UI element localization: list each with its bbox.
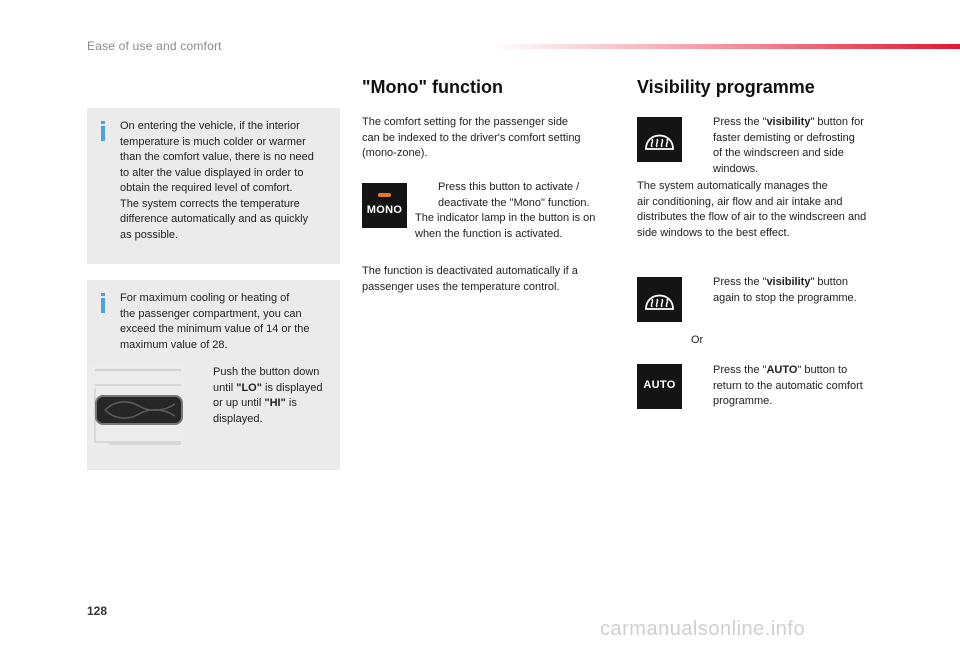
- visibility-button-icon: [637, 117, 682, 162]
- mono-step: Press this button to activate / deactivate the "Mono" function. The indicator lamp in the button is on when the function is activated.: [415, 181, 596, 240]
- visibility-step-3: Press the "AUTO" button to return to the automatic comfort programme.: [713, 364, 863, 407]
- or-label: Or: [691, 334, 704, 346]
- mono-outro: The function is deactivated automatically if a passenger uses the temperature control.: [362, 265, 578, 293]
- info-icon: [101, 121, 105, 141]
- note-text: For maximum cooling or heating of the passenger compartment, you can exceed the minimum value of 14 or the maximum value of 28.: [120, 292, 310, 351]
- section-header: Ease of use and comfort: [87, 39, 222, 53]
- visibility-title: Visibility programme: [637, 77, 815, 97]
- step-push-button: Push the button down until "LO" is displayed or up until "HI" is displayed.: [213, 366, 323, 425]
- visibility-step-2: Press the "visibility" button again to stop the programme.: [713, 276, 857, 304]
- info-icon: [101, 293, 105, 313]
- windscreen-demist-icon: [637, 277, 682, 322]
- indicator-lamp-icon: [378, 193, 391, 197]
- visibility-button-icon-2: [637, 277, 682, 322]
- note-text: On entering the vehicle, if the interior temperature is much colder or warmer than the comfort value, there is no need to alter the value displayed in order to obtain the required level of comfort. The system corrects the temperature difference automatically and as quickly as possible.: [120, 120, 314, 241]
- mono-button-icon: MONO: [362, 183, 407, 228]
- info-note-comfort: [87, 108, 340, 264]
- windscreen-demist-icon: [637, 117, 682, 162]
- info-note-temperature-range: [87, 280, 340, 470]
- visibility-description: The system automatically manages the air conditioning, air flow and air intake and distributes the flow of air to the windscreen and side windows to the best effect.: [637, 180, 867, 239]
- page-number: 128: [87, 604, 108, 618]
- mono-title: "Mono" function: [362, 77, 504, 97]
- temperature-switch-illustration: [89, 364, 185, 448]
- visibility-step-1: Press the "visibility" button for faster demisting or defrosting of the windscreen and side windows.: [713, 116, 864, 175]
- watermark: carmanualsonline.info: [600, 618, 806, 640]
- header-accent-line: [490, 44, 960, 49]
- auto-button-icon: AUTO: [637, 364, 682, 409]
- mono-intro: The comfort setting for the passenger side can be indexed to the driver's comfort setting (mono-zone).: [362, 116, 581, 159]
